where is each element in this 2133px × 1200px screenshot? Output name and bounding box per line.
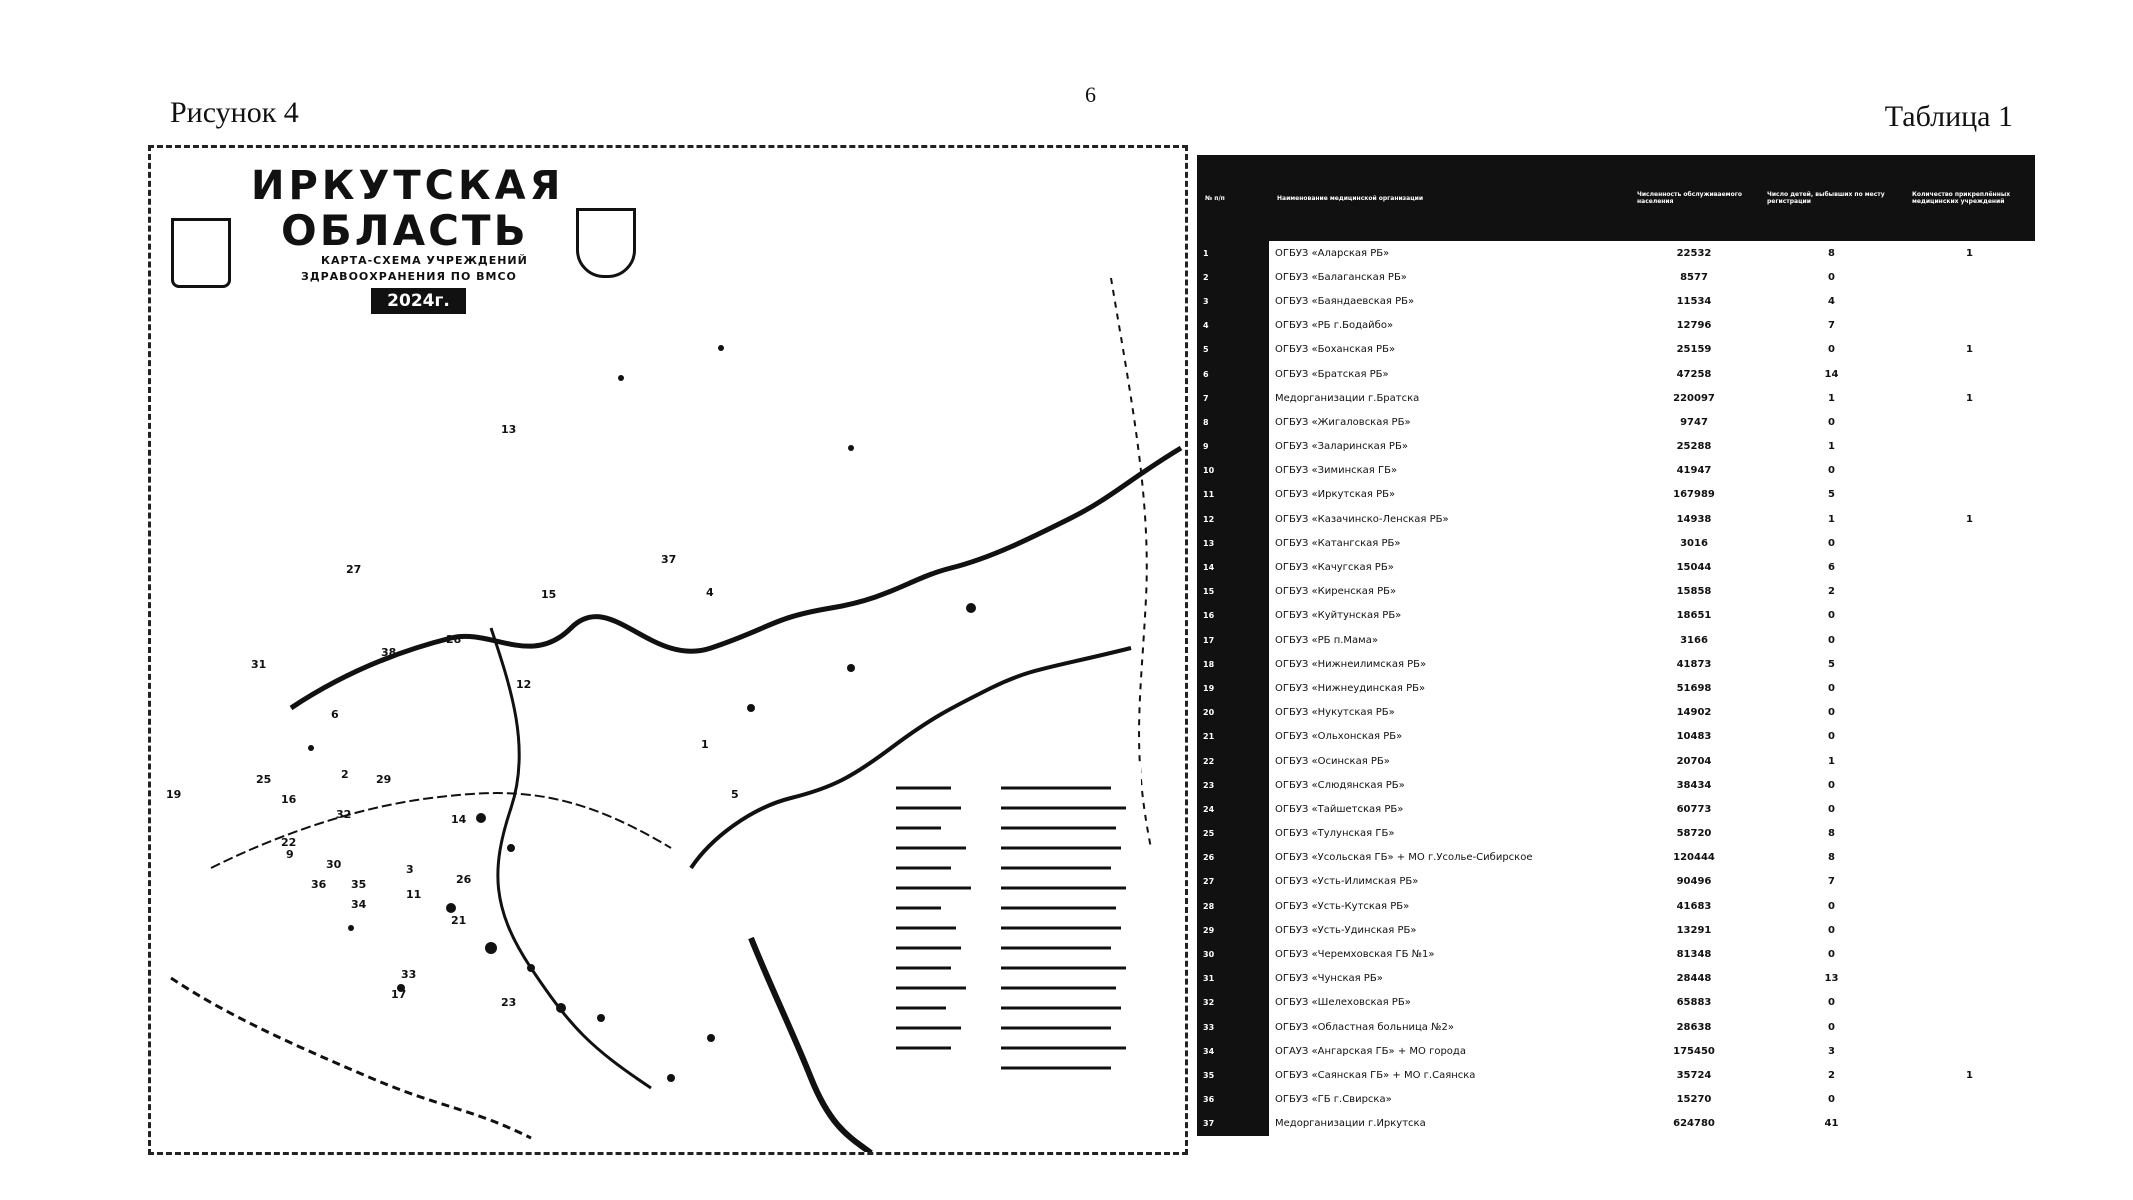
row-number: 13 bbox=[1197, 531, 1269, 555]
map-title-line1: ИРКУТСКАЯ bbox=[251, 163, 565, 209]
attached-count bbox=[1904, 773, 2035, 797]
map-label: 34 bbox=[351, 898, 367, 911]
row-number: 18 bbox=[1197, 652, 1269, 676]
table-row bbox=[1197, 604, 2035, 628]
facility-name: ОГБУЗ «Чунская РБ» bbox=[1275, 973, 1383, 985]
row-number: 8 bbox=[1197, 410, 1269, 434]
map-label: 19 bbox=[166, 788, 182, 801]
children-count: 0 bbox=[1828, 1021, 1835, 1033]
population: 3016 bbox=[1680, 537, 1708, 549]
facility-name: ОГБУЗ «Братская РБ» bbox=[1275, 368, 1389, 380]
facilities-table bbox=[1197, 155, 2035, 1136]
attached-count bbox=[1904, 628, 2035, 652]
table-row bbox=[1197, 483, 2035, 507]
facility-name: ОГБУЗ «Нижнеудинская РБ» bbox=[1275, 682, 1426, 694]
population: 13291 bbox=[1676, 924, 1712, 936]
map-label: 21 bbox=[451, 914, 467, 927]
facility-name: ОГБУЗ «Осинская РБ» bbox=[1275, 755, 1390, 767]
page-number: 6 bbox=[1085, 82, 1096, 107]
header-name: Наименование медицинской организации bbox=[1269, 155, 1629, 241]
table-row bbox=[1197, 410, 2035, 434]
table-row bbox=[1197, 314, 2035, 338]
figure-label: Рисунок 4 bbox=[170, 96, 299, 129]
facility-name: ОГБУЗ «Саянская ГБ» + МО г.Саянска bbox=[1275, 1069, 1476, 1081]
population: 38434 bbox=[1676, 779, 1712, 791]
table-row bbox=[1197, 362, 2035, 386]
attached-count bbox=[1904, 749, 2035, 773]
population: 15270 bbox=[1676, 1094, 1712, 1106]
population: 120444 bbox=[1673, 852, 1715, 864]
map-label: 4 bbox=[706, 586, 714, 599]
table-row bbox=[1197, 870, 2035, 894]
children-count: 0 bbox=[1828, 682, 1835, 694]
attached-count bbox=[1904, 459, 2035, 483]
attached-count bbox=[1904, 846, 2035, 870]
map-label: 3 bbox=[406, 863, 414, 876]
children-count: 1 bbox=[1828, 513, 1835, 525]
facility-name: ОГБУЗ «РБ г.Бодайбо» bbox=[1275, 320, 1394, 332]
map-year: 2024г. bbox=[371, 288, 466, 314]
facility-name: ОГБУЗ «Тайшетская РБ» bbox=[1275, 803, 1404, 815]
children-count: 2 bbox=[1828, 1069, 1835, 1081]
table-row bbox=[1197, 797, 2035, 821]
header-population: Численность обслуживаемого населения bbox=[1629, 155, 1759, 241]
facility-name: Медорганизации г.Иркутска bbox=[1275, 1118, 1426, 1130]
flag-icon bbox=[171, 218, 231, 288]
table-row bbox=[1197, 265, 2035, 289]
table-row bbox=[1197, 701, 2035, 725]
map-label: 14 bbox=[451, 813, 467, 826]
facility-name: ОГБУЗ «Казачинско-Ленская РБ» bbox=[1275, 513, 1449, 525]
facility-name: Медорганизации г.Братска bbox=[1275, 392, 1420, 404]
children-count: 4 bbox=[1828, 295, 1835, 307]
map-subtitle-line2: ЗДРАВООХРАНЕНИЯ ПО ВМСО bbox=[301, 270, 517, 283]
children-count: 14 bbox=[1824, 368, 1839, 380]
children-count: 6 bbox=[1828, 562, 1835, 574]
facility-name: ОГБУЗ «Усть-Илимская РБ» bbox=[1275, 876, 1419, 888]
map-label: 37 bbox=[661, 553, 677, 566]
children-count: 3 bbox=[1828, 1045, 1835, 1057]
population: 11534 bbox=[1676, 295, 1712, 307]
map-label: 9 bbox=[286, 848, 294, 861]
population: 8577 bbox=[1680, 271, 1708, 283]
population: 15858 bbox=[1676, 586, 1712, 598]
row-number: 17 bbox=[1197, 628, 1269, 652]
facility-name: ОГБУЗ «Черемховская ГБ №1» bbox=[1275, 949, 1435, 961]
row-number: 12 bbox=[1197, 507, 1269, 531]
facility-name: ОГБУЗ «Усть-Удинская РБ» bbox=[1275, 924, 1417, 936]
children-count: 0 bbox=[1828, 997, 1835, 1009]
table-row bbox=[1197, 289, 2035, 313]
table-row bbox=[1197, 725, 2035, 749]
map-drawing bbox=[151, 148, 1188, 1155]
attached-count bbox=[1904, 652, 2035, 676]
row-number: 32 bbox=[1197, 991, 1269, 1015]
map-label: 33 bbox=[401, 968, 417, 981]
children-count: 1 bbox=[1828, 441, 1835, 453]
table-row bbox=[1197, 435, 2035, 459]
river-line bbox=[491, 628, 651, 1088]
row-number: 22 bbox=[1197, 749, 1269, 773]
children-count: 0 bbox=[1828, 271, 1835, 283]
row-number: 21 bbox=[1197, 725, 1269, 749]
population: 25159 bbox=[1676, 344, 1712, 356]
children-count: 0 bbox=[1828, 803, 1835, 815]
population: 41683 bbox=[1676, 900, 1712, 912]
children-count: 5 bbox=[1828, 489, 1835, 501]
children-count: 0 bbox=[1828, 344, 1835, 356]
table-row bbox=[1197, 1112, 2035, 1136]
row-number: 4 bbox=[1197, 314, 1269, 338]
population: 14938 bbox=[1676, 513, 1712, 525]
children-count: 5 bbox=[1828, 658, 1835, 670]
attached-count bbox=[1904, 967, 2035, 991]
facility-name: ОГБУЗ «Нукутская РБ» bbox=[1275, 707, 1395, 719]
attached-count bbox=[1904, 894, 2035, 918]
children-count: 0 bbox=[1828, 949, 1835, 961]
table-row bbox=[1197, 241, 2035, 265]
table-row bbox=[1197, 507, 2035, 531]
map-label: 22 bbox=[281, 836, 297, 849]
children-count: 1 bbox=[1828, 755, 1835, 767]
children-count: 1 bbox=[1828, 392, 1835, 404]
children-count: 0 bbox=[1828, 779, 1835, 791]
facility-name: ОГБУЗ «Иркутская РБ» bbox=[1275, 489, 1396, 501]
row-number: 16 bbox=[1197, 604, 1269, 628]
attached-count bbox=[1904, 1039, 2035, 1063]
row-number: 26 bbox=[1197, 846, 1269, 870]
attached-count bbox=[1904, 604, 2035, 628]
facility-name: ОГБУЗ «Качугская РБ» bbox=[1275, 562, 1394, 574]
attached-count bbox=[1904, 870, 2035, 894]
facility-name: ОГБУЗ «Усть-Кутская РБ» bbox=[1275, 900, 1410, 912]
attached-count bbox=[1904, 362, 2035, 386]
map-subtitle-line1: КАРТА-СХЕМА УЧРЕЖДЕНИЙ bbox=[321, 254, 528, 267]
population: 10483 bbox=[1676, 731, 1712, 743]
table-row bbox=[1197, 459, 2035, 483]
table-row bbox=[1197, 1015, 2035, 1039]
facility-name: ОГБУЗ «Аларская РБ» bbox=[1275, 247, 1390, 259]
facility-name: ОГБУЗ «Куйтунская РБ» bbox=[1275, 610, 1402, 622]
attached-count bbox=[1904, 580, 2035, 604]
children-count: 7 bbox=[1828, 876, 1835, 888]
table-row bbox=[1197, 991, 2035, 1015]
header-children: Число детей, выбывших по месту регистрации bbox=[1759, 155, 1904, 241]
population: 175450 bbox=[1673, 1045, 1715, 1057]
facility-name: ОГАУЗ «Ангарская ГБ» + МО города bbox=[1275, 1045, 1466, 1057]
table-row bbox=[1197, 822, 2035, 846]
population: 60773 bbox=[1676, 803, 1712, 815]
population: 3166 bbox=[1680, 634, 1708, 646]
row-number: 6 bbox=[1197, 362, 1269, 386]
table-header-row bbox=[1197, 155, 2035, 241]
row-number: 34 bbox=[1197, 1039, 1269, 1063]
header-number: № п/п bbox=[1197, 155, 1269, 241]
children-count: 0 bbox=[1828, 1094, 1835, 1106]
map-label: 26 bbox=[456, 873, 472, 886]
table-label: Таблица 1 bbox=[1884, 100, 2013, 133]
row-number: 7 bbox=[1197, 386, 1269, 410]
row-number: 14 bbox=[1197, 555, 1269, 579]
map-label: 35 bbox=[351, 878, 367, 891]
attached-count bbox=[1904, 676, 2035, 700]
facility-name: ОГБУЗ «Нижнеилимская РБ» bbox=[1275, 658, 1427, 670]
table-row bbox=[1197, 628, 2035, 652]
attached-count bbox=[1904, 531, 2035, 555]
children-count: 0 bbox=[1828, 924, 1835, 936]
population: 35724 bbox=[1676, 1069, 1712, 1081]
facility-name: ОГБУЗ «Боханская РБ» bbox=[1275, 344, 1396, 356]
facility-name: ОГБУЗ «Усольская ГБ» + МО г.Усолье-Сибирское bbox=[1275, 852, 1533, 864]
attached-count bbox=[1904, 701, 2035, 725]
facility-name: ОГБУЗ «Шелеховская РБ» bbox=[1275, 997, 1411, 1009]
children-count: 0 bbox=[1828, 610, 1835, 622]
map-label: 30 bbox=[326, 858, 342, 871]
attached-count bbox=[1904, 1015, 2035, 1039]
row-number: 28 bbox=[1197, 894, 1269, 918]
row-number: 19 bbox=[1197, 676, 1269, 700]
population: 28448 bbox=[1676, 973, 1712, 985]
population: 18651 bbox=[1676, 610, 1712, 622]
map-label: 38 bbox=[381, 646, 397, 659]
map-label: 23 bbox=[501, 996, 517, 1009]
attached-count bbox=[1904, 822, 2035, 846]
row-number: 2 bbox=[1197, 265, 1269, 289]
row-number: 29 bbox=[1197, 918, 1269, 942]
population: 624780 bbox=[1673, 1118, 1715, 1130]
population: 41947 bbox=[1676, 465, 1712, 477]
table-row bbox=[1197, 1063, 2035, 1087]
children-count: 0 bbox=[1828, 634, 1835, 646]
attached-count: 1 bbox=[1966, 247, 1973, 259]
map-label: 12 bbox=[516, 678, 532, 691]
table-row bbox=[1197, 846, 2035, 870]
table-row bbox=[1197, 749, 2035, 773]
row-number: 11 bbox=[1197, 483, 1269, 507]
population: 28638 bbox=[1676, 1021, 1712, 1033]
row-number: 20 bbox=[1197, 701, 1269, 725]
attached-count: 1 bbox=[1966, 392, 1973, 404]
population: 22532 bbox=[1676, 247, 1712, 259]
population: 220097 bbox=[1673, 392, 1715, 404]
population: 41873 bbox=[1676, 658, 1712, 670]
population: 51698 bbox=[1676, 682, 1712, 694]
attached-count bbox=[1904, 435, 2035, 459]
population: 47258 bbox=[1676, 368, 1712, 380]
population: 25288 bbox=[1676, 441, 1712, 453]
attached-count bbox=[1904, 1112, 2035, 1136]
facility-name: ОГБУЗ «Слюдянская РБ» bbox=[1275, 779, 1405, 791]
children-count: 2 bbox=[1828, 586, 1835, 598]
attached-count bbox=[1904, 314, 2035, 338]
table-row bbox=[1197, 676, 2035, 700]
attached-count bbox=[1904, 265, 2035, 289]
map-label: 5 bbox=[731, 788, 739, 801]
row-number: 27 bbox=[1197, 870, 1269, 894]
children-count: 8 bbox=[1828, 852, 1835, 864]
children-count: 41 bbox=[1824, 1118, 1839, 1130]
table-row bbox=[1197, 555, 2035, 579]
map-label: 31 bbox=[251, 658, 267, 671]
facility-name: ОГБУЗ «РБ п.Мама» bbox=[1275, 634, 1378, 646]
population: 58720 bbox=[1676, 828, 1712, 840]
row-number: 33 bbox=[1197, 1015, 1269, 1039]
facility-name: ОГБУЗ «Заларинская РБ» bbox=[1275, 441, 1408, 453]
children-count: 0 bbox=[1828, 707, 1835, 719]
children-count: 13 bbox=[1824, 973, 1839, 985]
table-row bbox=[1197, 338, 2035, 362]
map-label: 6 bbox=[331, 708, 339, 721]
row-number: 3 bbox=[1197, 289, 1269, 313]
coat-of-arms-icon bbox=[576, 208, 636, 278]
table-row bbox=[1197, 652, 2035, 676]
border-line bbox=[1111, 278, 1151, 848]
attached-count bbox=[1904, 1088, 2035, 1112]
population: 14902 bbox=[1676, 707, 1712, 719]
population: 12796 bbox=[1676, 320, 1712, 332]
table-row bbox=[1197, 1088, 2035, 1112]
attached-count bbox=[1904, 725, 2035, 749]
row-number: 10 bbox=[1197, 459, 1269, 483]
row-number: 15 bbox=[1197, 580, 1269, 604]
population: 9747 bbox=[1680, 416, 1708, 428]
attached-count bbox=[1904, 991, 2035, 1015]
population: 20704 bbox=[1676, 755, 1712, 767]
map-label: 2 bbox=[341, 768, 349, 781]
map-label: 13 bbox=[501, 423, 517, 436]
row-number: 1 bbox=[1197, 241, 1269, 265]
row-number: 24 bbox=[1197, 797, 1269, 821]
children-count: 8 bbox=[1828, 247, 1835, 259]
map-label: 32 bbox=[336, 808, 352, 821]
region-map bbox=[148, 145, 1188, 1155]
map-label: 11 bbox=[406, 888, 422, 901]
map-title-line2: ОБЛАСТЬ bbox=[281, 206, 529, 255]
attached-count bbox=[1904, 942, 2035, 966]
facility-name: ОГБУЗ «Зиминская ГБ» bbox=[1275, 465, 1398, 477]
row-number: 36 bbox=[1197, 1088, 1269, 1112]
row-number: 37 bbox=[1197, 1112, 1269, 1136]
row-number: 23 bbox=[1197, 773, 1269, 797]
row-number: 25 bbox=[1197, 822, 1269, 846]
facility-name: ОГБУЗ «Тулунская ГБ» bbox=[1275, 828, 1395, 840]
row-number: 5 bbox=[1197, 338, 1269, 362]
map-label: 15 bbox=[541, 588, 557, 601]
table-row bbox=[1197, 894, 2035, 918]
map-label: 27 bbox=[346, 563, 362, 576]
population: 65883 bbox=[1676, 997, 1712, 1009]
row-number: 31 bbox=[1197, 967, 1269, 991]
row-number: 9 bbox=[1197, 435, 1269, 459]
map-label: 1 bbox=[701, 738, 709, 751]
children-count: 0 bbox=[1828, 731, 1835, 743]
attached-count bbox=[1904, 410, 2035, 434]
map-label: 17 bbox=[391, 988, 407, 1001]
attached-count: 1 bbox=[1966, 513, 1973, 525]
facility-name: ОГБУЗ «ГБ г.Свирска» bbox=[1275, 1094, 1392, 1106]
table-row bbox=[1197, 918, 2035, 942]
attached-count bbox=[1904, 483, 2035, 507]
table-row bbox=[1197, 386, 2035, 410]
map-label: 25 bbox=[256, 773, 272, 786]
population: 90496 bbox=[1676, 876, 1712, 888]
population: 81348 bbox=[1676, 949, 1712, 961]
map-legend bbox=[881, 763, 1141, 1093]
facility-name: ОГБУЗ «Киренская РБ» bbox=[1275, 586, 1397, 598]
row-number: 30 bbox=[1197, 942, 1269, 966]
population: 167989 bbox=[1673, 489, 1715, 501]
header-attached: Количество прикреплённых медицинских учреждений bbox=[1904, 155, 2035, 241]
facility-name: ОГБУЗ «Катангская РБ» bbox=[1275, 537, 1401, 549]
children-count: 8 bbox=[1828, 828, 1835, 840]
border-line bbox=[211, 793, 671, 868]
attached-count bbox=[1904, 797, 2035, 821]
children-count: 7 bbox=[1828, 320, 1835, 332]
table-row bbox=[1197, 942, 2035, 966]
facility-name: ОГБУЗ «Ольхонская РБ» bbox=[1275, 731, 1403, 743]
row-number: 35 bbox=[1197, 1063, 1269, 1087]
table-row bbox=[1197, 967, 2035, 991]
attached-count bbox=[1904, 289, 2035, 313]
children-count: 0 bbox=[1828, 900, 1835, 912]
facility-name: ОГБУЗ «Баяндаевская РБ» bbox=[1275, 295, 1415, 307]
table-body bbox=[1197, 241, 2035, 1136]
facility-name: ОГБУЗ «Областная больница №2» bbox=[1275, 1021, 1454, 1033]
lake-baikal bbox=[751, 938, 871, 1153]
population: 15044 bbox=[1676, 562, 1712, 574]
children-count: 0 bbox=[1828, 465, 1835, 477]
border-line bbox=[171, 978, 531, 1138]
children-count: 0 bbox=[1828, 416, 1835, 428]
table-row bbox=[1197, 1039, 2035, 1063]
table-row bbox=[1197, 580, 2035, 604]
map-label: 36 bbox=[311, 878, 327, 891]
attached-count: 1 bbox=[1966, 1069, 1973, 1081]
attached-count bbox=[1904, 918, 2035, 942]
table-row bbox=[1197, 773, 2035, 797]
table-row bbox=[1197, 531, 2035, 555]
attached-count: 1 bbox=[1966, 344, 1973, 356]
map-label: 16 bbox=[281, 793, 297, 806]
map-label: 28 bbox=[446, 633, 462, 646]
attached-count bbox=[1904, 555, 2035, 579]
facility-name: ОГБУЗ «Балаганская РБ» bbox=[1275, 271, 1407, 283]
children-count: 0 bbox=[1828, 537, 1835, 549]
facility-name: ОГБУЗ «Жигаловская РБ» bbox=[1275, 416, 1411, 428]
map-label: 29 bbox=[376, 773, 392, 786]
